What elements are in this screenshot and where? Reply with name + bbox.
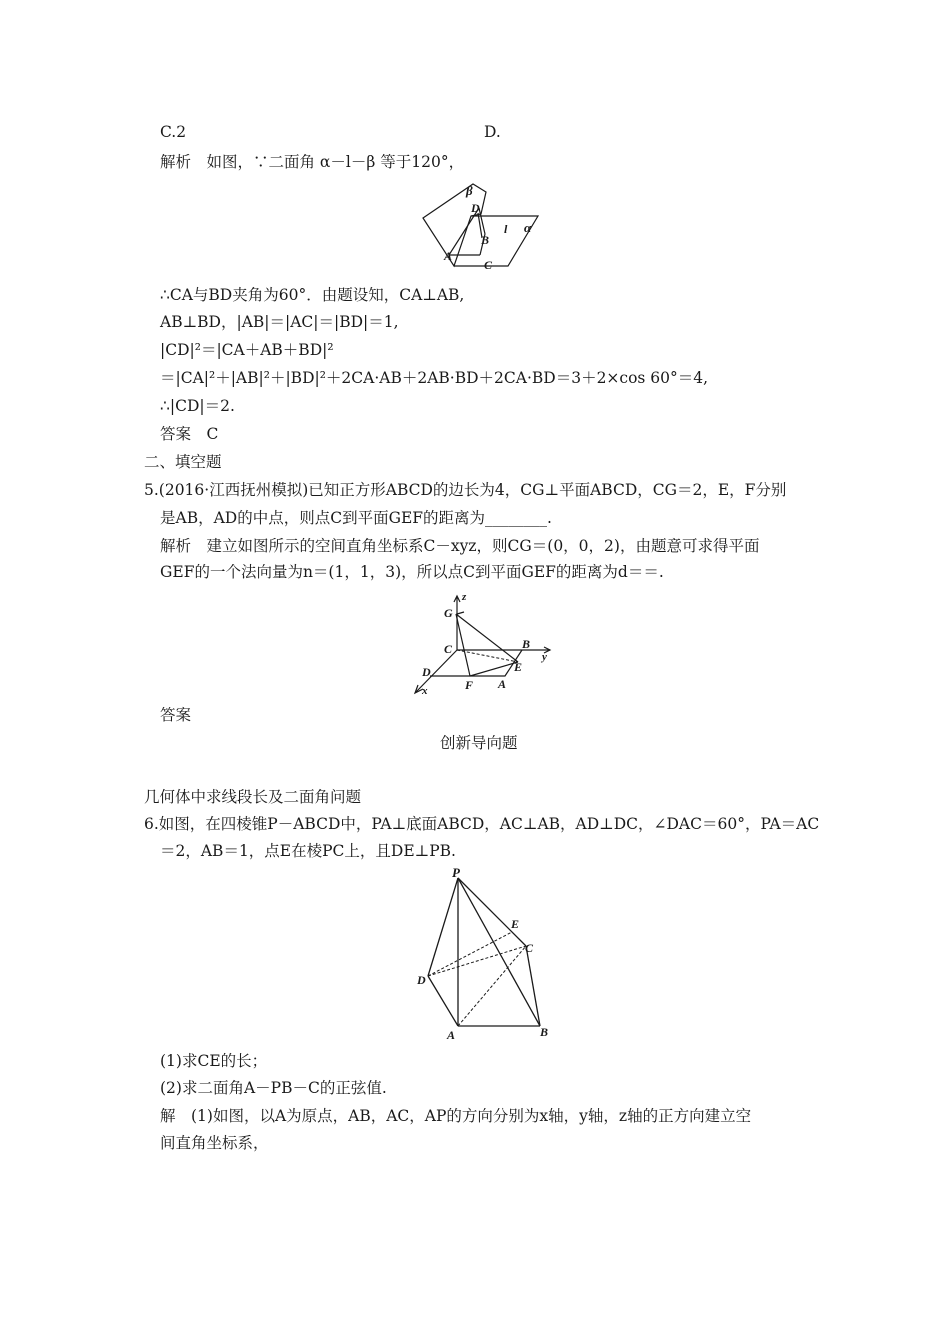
fig5-label-f: F — [465, 678, 474, 692]
section-heading: 二、填空题 — [144, 453, 222, 471]
fig4-label-c: C — [484, 258, 493, 272]
fig4-label-d: D — [471, 201, 480, 215]
q6-part-2: (2)求二面角A－PB－C的正弦值. — [160, 1079, 387, 1097]
fig5-label-z: z — [462, 592, 467, 603]
q5-solution-line-2: GEF的一个法向量为n＝(1，1，3)，所以点C到平面GEF的距离为d＝＝. — [160, 563, 664, 581]
fig6-label-b: B — [540, 1025, 549, 1039]
q5-stem-line-1: 5.(2016·江西抚州模拟)已知正方形ABCD的边长为4，CG⊥平面ABCD，CG＝2，E，F分别 — [144, 481, 787, 499]
q4-answer: 答案 C — [160, 425, 219, 443]
option-d: D. — [484, 123, 501, 141]
fig5-label-c: C — [444, 642, 453, 656]
fig5-label-x: x — [422, 685, 428, 697]
fig6-label-p: P — [452, 866, 460, 880]
fig6-label-a: A — [447, 1028, 456, 1042]
coordinate-system-figure — [410, 592, 560, 698]
fig4-label-alpha: α — [524, 220, 532, 235]
q4-line-4: |CD|²＝|CA＋AB＋BD|² — [160, 341, 334, 359]
fig5-label-a: A — [498, 677, 507, 691]
fig5-label-b: B — [522, 637, 531, 651]
q5-solution-line-1: 解析 建立如图所示的空间直角坐标系C－xyz，则CG＝(0，0，2)，由题意可求得平面 — [160, 537, 760, 555]
q4-solution-line: 解析 如图，∵二面角 α－l－β 等于120°， — [160, 153, 465, 171]
fig4-label-beta: β — [466, 183, 473, 198]
fig5-label-e: E — [514, 660, 523, 674]
q4-line-6: ∴|CD|＝2. — [160, 397, 235, 415]
dihedral-angle-figure — [418, 178, 558, 272]
innovation-title: 创新导向题 — [440, 734, 518, 752]
q6-solution-line-1: 解 (1)如图，以A为原点，AB，AC，AP的方向分别为x轴，y轴，z轴的正方向建立空 — [160, 1107, 752, 1125]
fig4-label-l: l — [504, 222, 508, 236]
q6-stem-line-2: ＝2，AB＝1，点E在棱PC上，且DE⊥PB. — [160, 842, 456, 860]
q5-stem-line-2: 是AB，AD的中点，则点C到平面GEF的距离为________. — [160, 509, 552, 527]
fig4-label-b: B — [481, 233, 490, 247]
q6-stem-line-1: 6.如图，在四棱锥P－ABCD中，PA⊥底面ABCD，AC⊥AB，AD⊥DC，∠DAC＝60°，PA＝AC — [144, 815, 820, 833]
q5-answer: 答案 — [160, 706, 192, 724]
q6-solution-line-2: 间直角坐标系， — [160, 1134, 269, 1152]
q4-line-5: ＝|CA|²＋|AB|²＋|BD|²＋2CA·AB＋2AB·BD＋2CA·BD＝3＋2×cos 60°＝4, — [160, 369, 709, 387]
q4-line-3: AB⊥BD，|AB|＝|AC|＝|BD|＝1, — [160, 313, 399, 331]
fig4-label-a: A — [444, 249, 453, 263]
fig5-label-d: D — [422, 665, 431, 679]
pyramid-figure — [412, 866, 562, 1044]
topic-heading: 几何体中求线段长及二面角问题 — [144, 788, 362, 806]
q4-line-2: ∴CA与BD夹角为60°．由题设知，CA⊥AB, — [160, 286, 465, 304]
fig5-label-y: y — [542, 651, 547, 663]
q6-part-1: (1)求CE的长； — [160, 1052, 268, 1070]
fig6-label-c: C — [525, 941, 534, 955]
fig6-label-e: E — [511, 917, 520, 931]
fig5-label-g: G — [444, 606, 453, 620]
option-c: C.2 — [160, 123, 187, 141]
fig6-label-d: D — [417, 973, 426, 987]
